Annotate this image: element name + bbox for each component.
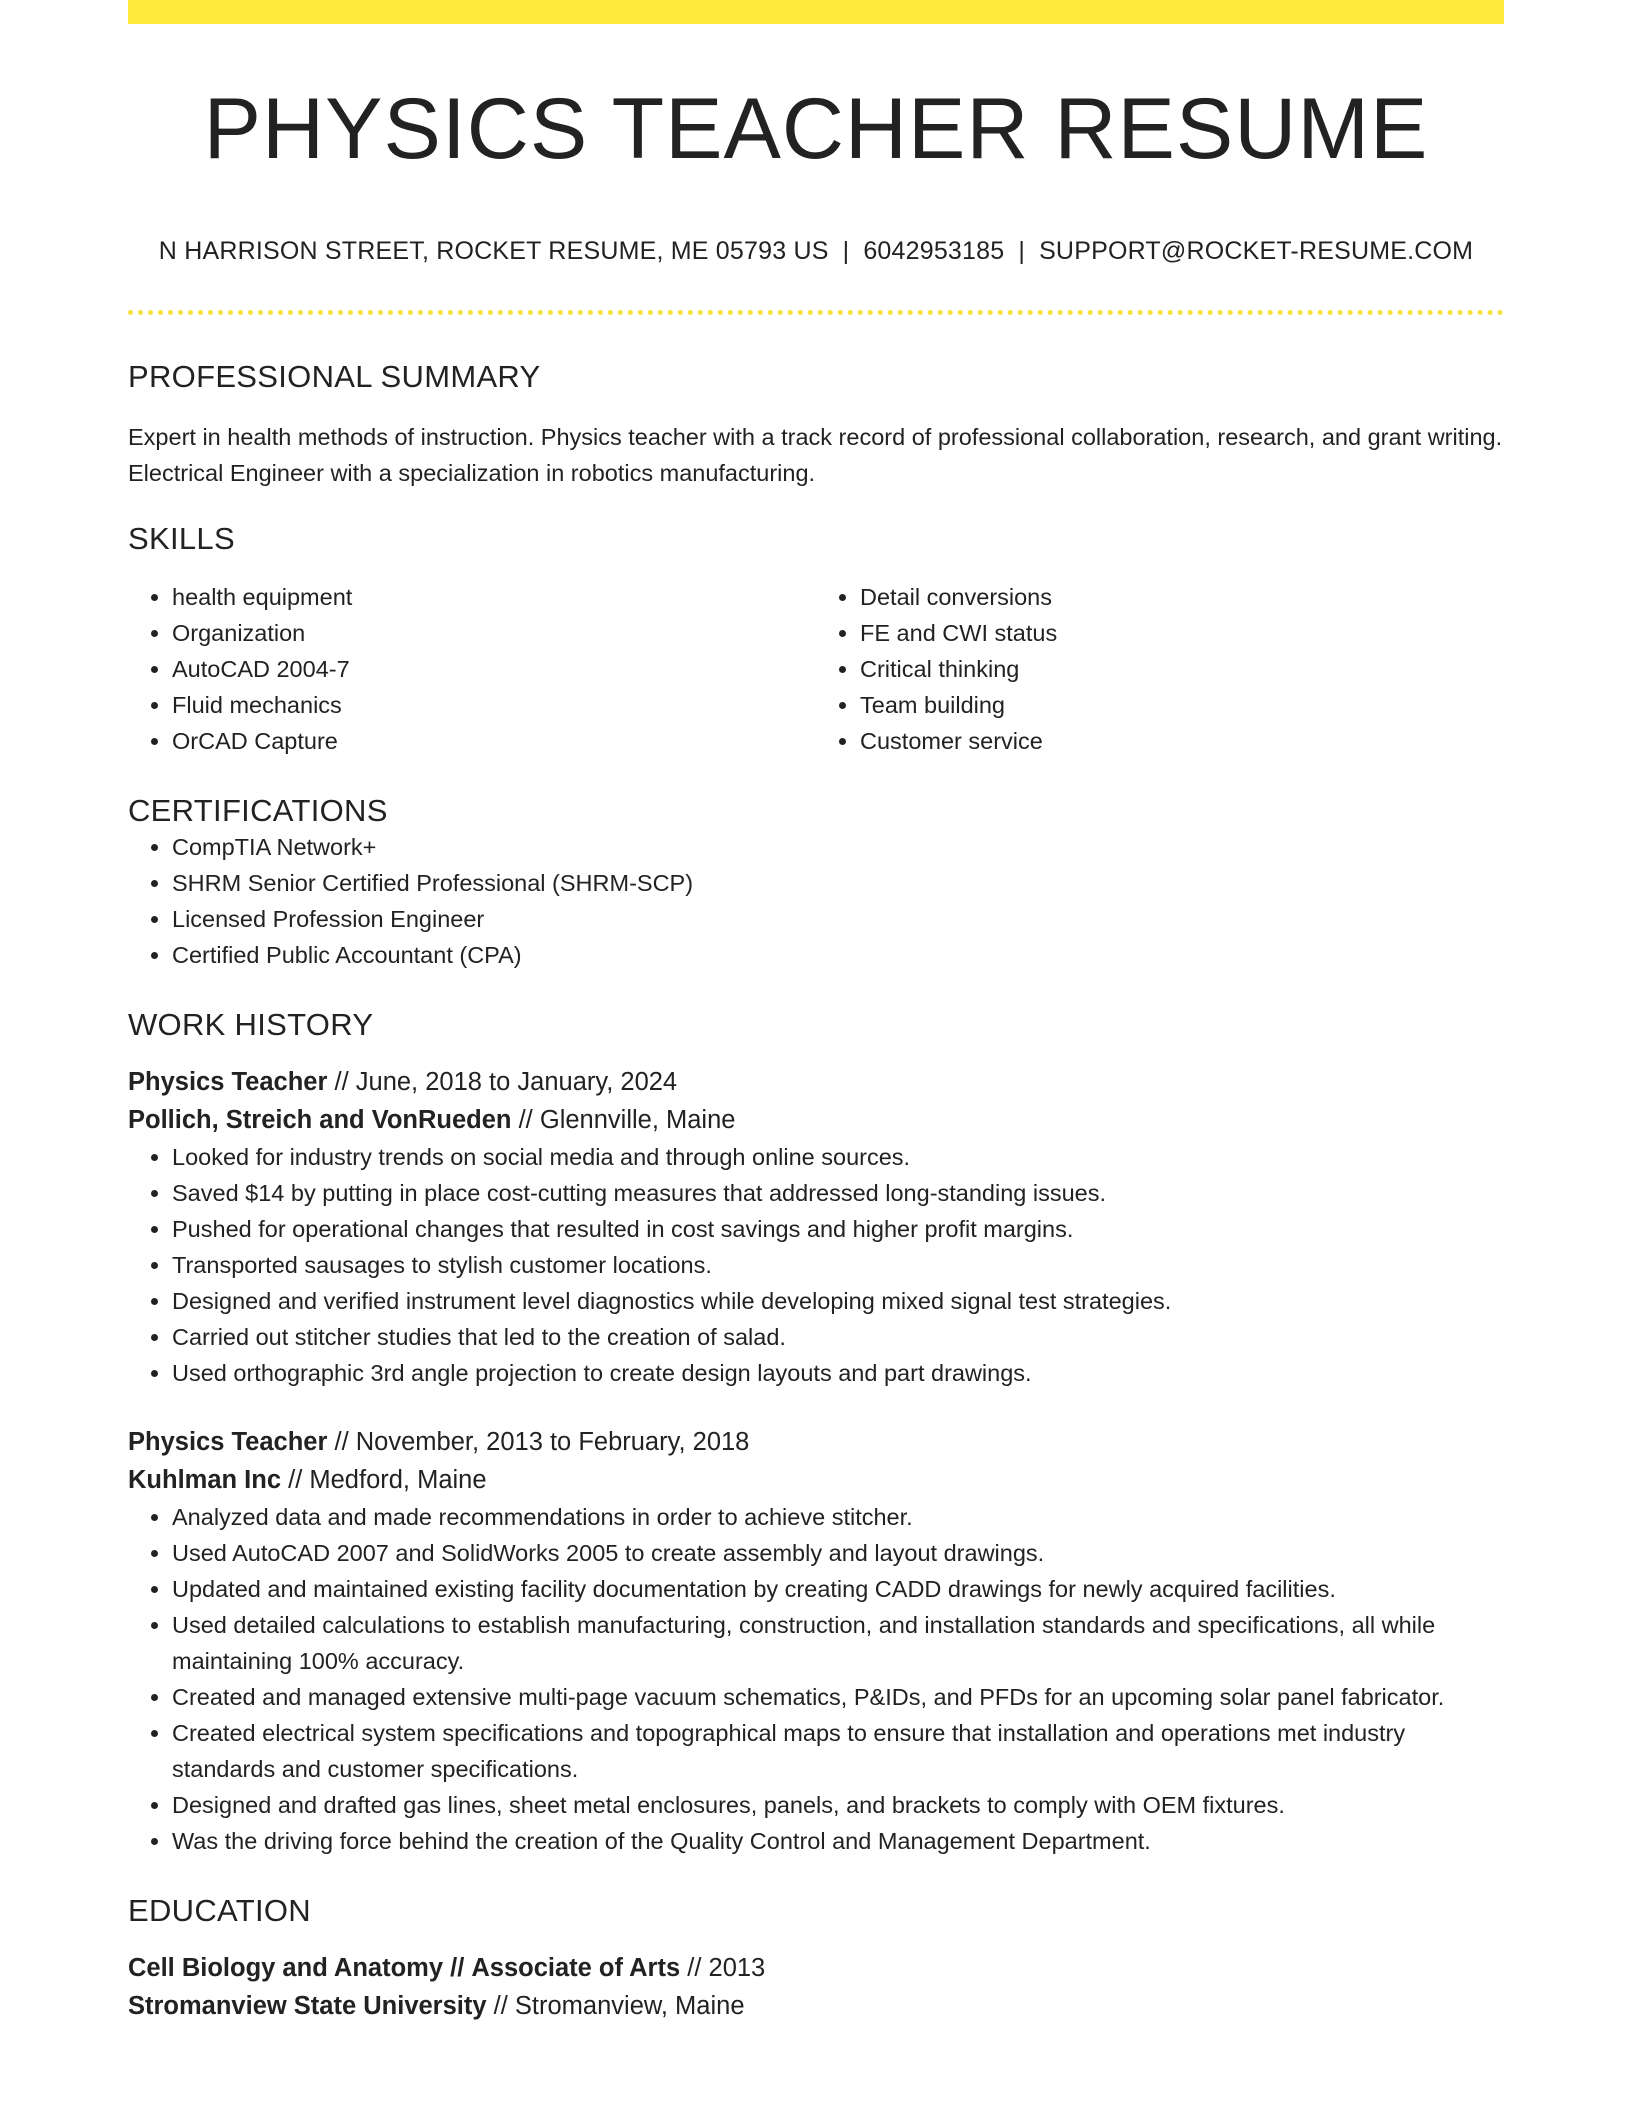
skills-list-left [128,579,816,759]
certifications-list [128,829,1504,973]
page-title: PHYSICS TEACHER RESUME [203,81,1429,177]
certification-item: • CompTIA Network+ [172,829,1504,865]
contact-separator: | [1018,236,1026,265]
skill-item: • health equipment [172,579,816,615]
education-degree-line [128,1949,1504,1987]
resume-page [128,0,1504,2025]
education-degree: Associate of Arts [471,1953,681,1982]
job-title: Physics Teacher [128,1067,328,1096]
contact-line [128,237,1504,266]
education-school-line [128,1987,1504,2025]
skill-item: • Customer service [860,723,1504,759]
dotted-divider [128,310,1504,315]
top-accent-bar [128,0,1504,24]
contact-email: SUPPORT@ROCKET-RESUME.COM [1039,236,1474,265]
job-location: Glennville, Maine [539,1105,736,1134]
skill-item: • Critical thinking [860,651,1504,687]
job-title-line [128,1063,1504,1101]
job-entry [128,1063,1504,1391]
job-company: Pollich, Streich and VonRueden [128,1105,512,1134]
job-duties-list [128,1139,1504,1391]
work-history-heading: WORK HISTORY [128,1006,374,1042]
job-entry [128,1423,1504,1859]
skills-list-right [816,579,1504,759]
job-location: Medford, Maine [309,1465,487,1494]
separator: // [493,1991,508,2020]
job-title: Physics Teacher [128,1427,328,1456]
education-school: Stromanview State University [128,1991,487,2020]
summary-heading: PROFESSIONAL SUMMARY [128,358,541,394]
job-duty: • Designed and verified instrument level diagnostics while developing mixed signal test strategies. [172,1283,1504,1319]
contact-address: N HARRISON STREET, ROCKET RESUME, ME 05793 US [158,236,829,265]
job-duty: • Looked for industry trends on social media and through online sources. [172,1139,1504,1175]
contact-phone: 6042953185 [863,236,1005,265]
certifications-heading: CERTIFICATIONS [128,792,388,828]
job-dates: November, 2013 to February, 2018 [355,1427,750,1456]
job-duty: • Used orthographic 3rd angle projection to create design layouts and part drawings. [172,1355,1504,1391]
job-duty: • Created and managed extensive multi-page vacuum schematics, P&IDs, and PFDs for an upcoming solar panel fabricator. [172,1679,1504,1715]
job-duty: • Carried out stitcher studies that led to the creation of salad. [172,1319,1504,1355]
job-company-line [128,1461,1504,1499]
education-location: Stromanview, Maine [514,1991,745,2020]
education-entry [128,1949,1504,2025]
skill-item: • AutoCAD 2004-7 [172,651,816,687]
education-heading: EDUCATION [128,1892,311,1928]
skills-heading: SKILLS [128,520,235,556]
summary-text: Expert in health methods of instruction. Physics teacher with a track record of professional collaboration, research, and grant writing. Electrical Engineer with a specialization in robotics manufacturing. [128,423,1503,486]
skills-columns [128,579,1504,759]
separator: // [518,1105,533,1134]
job-duty: • Created electrical system specifications and topographical maps to ensure that installation and operations met industry standards and customer specifications. [172,1715,1504,1787]
job-title-line [128,1423,1504,1461]
job-duty: • Used detailed calculations to establish manufacturing, construction, and installation standards and specifications, all while maintaining 100% accuracy. [172,1607,1504,1679]
separator: // [334,1427,349,1456]
separator: // [288,1465,303,1494]
education-year: 2013 [708,1953,766,1982]
job-duty: • Used AutoCAD 2007 and SolidWorks 2005 to create assembly and layout drawings. [172,1535,1504,1571]
skill-item: • Fluid mechanics [172,687,816,723]
job-duty: • Transported sausages to stylish customer locations. [172,1247,1504,1283]
skill-item: • Team building [860,687,1504,723]
skill-item: • Detail conversions [860,579,1504,615]
separator: // [334,1067,349,1096]
skill-item: • Organization [172,615,816,651]
job-duty: • Updated and maintained existing facility documentation by creating CADD drawings for newly acquired facilities. [172,1571,1504,1607]
job-company: Kuhlman Inc [128,1465,282,1494]
certification-item: • SHRM Senior Certified Professional (SHRM-SCP) [172,865,1504,901]
separator: // [687,1953,702,1982]
job-duties-list [128,1499,1504,1859]
education-field: Cell Biology and Anatomy [128,1953,444,1982]
skill-item: • FE and CWI status [860,615,1504,651]
certification-item: • Licensed Profession Engineer [172,901,1504,937]
certification-item: • Certified Public Accountant (CPA) [172,937,1504,973]
job-duty: • Designed and drafted gas lines, sheet metal enclosures, panels, and brackets to comply with OEM fixtures. [172,1787,1504,1823]
skill-item: • OrCAD Capture [172,723,816,759]
job-company-line [128,1101,1504,1139]
job-dates: June, 2018 to January, 2024 [355,1067,678,1096]
job-duty: • Saved $14 by putting in place cost-cutting measures that addressed long-standing issues. [172,1175,1504,1211]
separator: // [450,1953,465,1982]
job-duty: • Was the driving force behind the creation of the Quality Control and Management Department. [172,1823,1504,1859]
job-duty: • Analyzed data and made recommendations in order to achieve stitcher. [172,1499,1504,1535]
contact-separator: | [842,236,850,265]
job-duty: • Pushed for operational changes that resulted in cost savings and higher profit margins. [172,1211,1504,1247]
